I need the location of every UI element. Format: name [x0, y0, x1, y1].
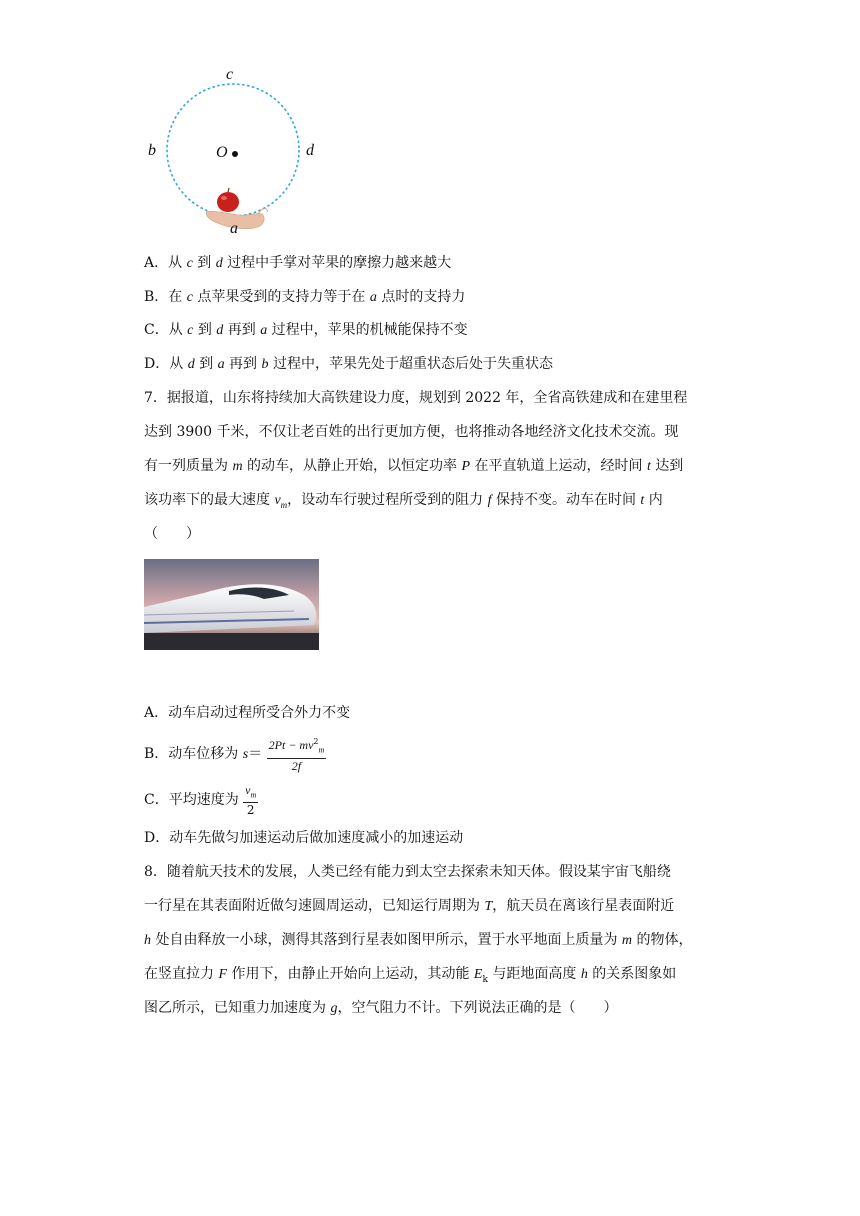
q6-option-a: A．从 c 到 d 过程中手掌对苹果的摩擦力越来越大 [144, 255, 452, 271]
q6-option-b: B．在 c 点苹果受到的支持力等于在 a 点时的支持力 [144, 289, 466, 305]
q7-option-c: C．平均速度为 $\frac{v_m}{2}$ [144, 782, 257, 818]
q8-line: 在竖直拉力 F 作用下，由静止开始向上运动，其动能 $E_k$ 与距地面高度 h 的关系图象如 [144, 966, 677, 985]
q7-line: 达到 3900 千米，不仅让老百姓的出行更加方便，也将推动各地经济文化技术交流。现 [144, 424, 679, 440]
q7-option-b: B．动车位移为 s＝ $\frac{2Pt - mv^2_m}{2f}$ [144, 737, 325, 773]
label-c: c [226, 66, 234, 83]
q7-line: 该功率下的最大速度 $v_m$，设动车行驶过程所受到的阻力 f 保持不变。动车在时间 t 内 [144, 492, 663, 510]
apple-icon [217, 192, 239, 212]
q8-line: 8．随着航天技术的发展，人类已经有能力到太空去探索未知天体。假设某宇宙飞船绕 [144, 864, 671, 880]
displacement-fraction: $\frac{2Pt - mv^2_m}{2f}$ [268, 737, 325, 773]
center-dot [232, 151, 238, 157]
q8-stem [144, 862, 724, 1032]
label-O: O [216, 144, 228, 161]
q7-line: 有一列质量为 m 的动车，从静止开始，以恒定功率 P 在平直轨道上运动，经时间 t 达到 [144, 458, 684, 474]
label-a: a [230, 220, 238, 237]
q7-option-a: A．动车启动过程所受合外力不变 [144, 705, 351, 721]
q7-answer-blank: （ ） [144, 526, 200, 542]
q6-option-d: D．从 d 到 a 再到 b 过程中，苹果先处于超重状态后处于失重状态 [144, 356, 553, 372]
average-speed-fraction: $\frac{v_m}{2}$ [245, 782, 257, 818]
q7-option-d: D．动车先做匀加速运动后做加速度减小的加速运动 [144, 830, 464, 846]
q7-line: 7．据报道，山东将持续加大高铁建设力度，规划到 2022 年，全省高铁建成和在建里程 [144, 390, 688, 406]
q8-line: 图乙所示，已知重力加速度为 g，空气阻力不计。下列说法正确的是（ ） [144, 1000, 618, 1016]
q8-line: 一行星在其表面附近做匀速圆周运动，已知运行周期为 T，航天员在离该行星表面附近 [144, 898, 675, 914]
circle-figure [140, 62, 330, 242]
q8-line: h 处自由释放一小球，测得其落到行星表如图甲所示，置于水平地面上质量为 m 的物体， [144, 932, 693, 948]
label-d: d [306, 142, 314, 159]
train-image [144, 559, 319, 650]
q6-option-c: C．从 c 到 d 再到 a 过程中，苹果的机械能保持不变 [144, 322, 468, 338]
circle-diagram [140, 62, 330, 242]
label-b: b [148, 142, 156, 159]
q7-stem [144, 388, 724, 558]
